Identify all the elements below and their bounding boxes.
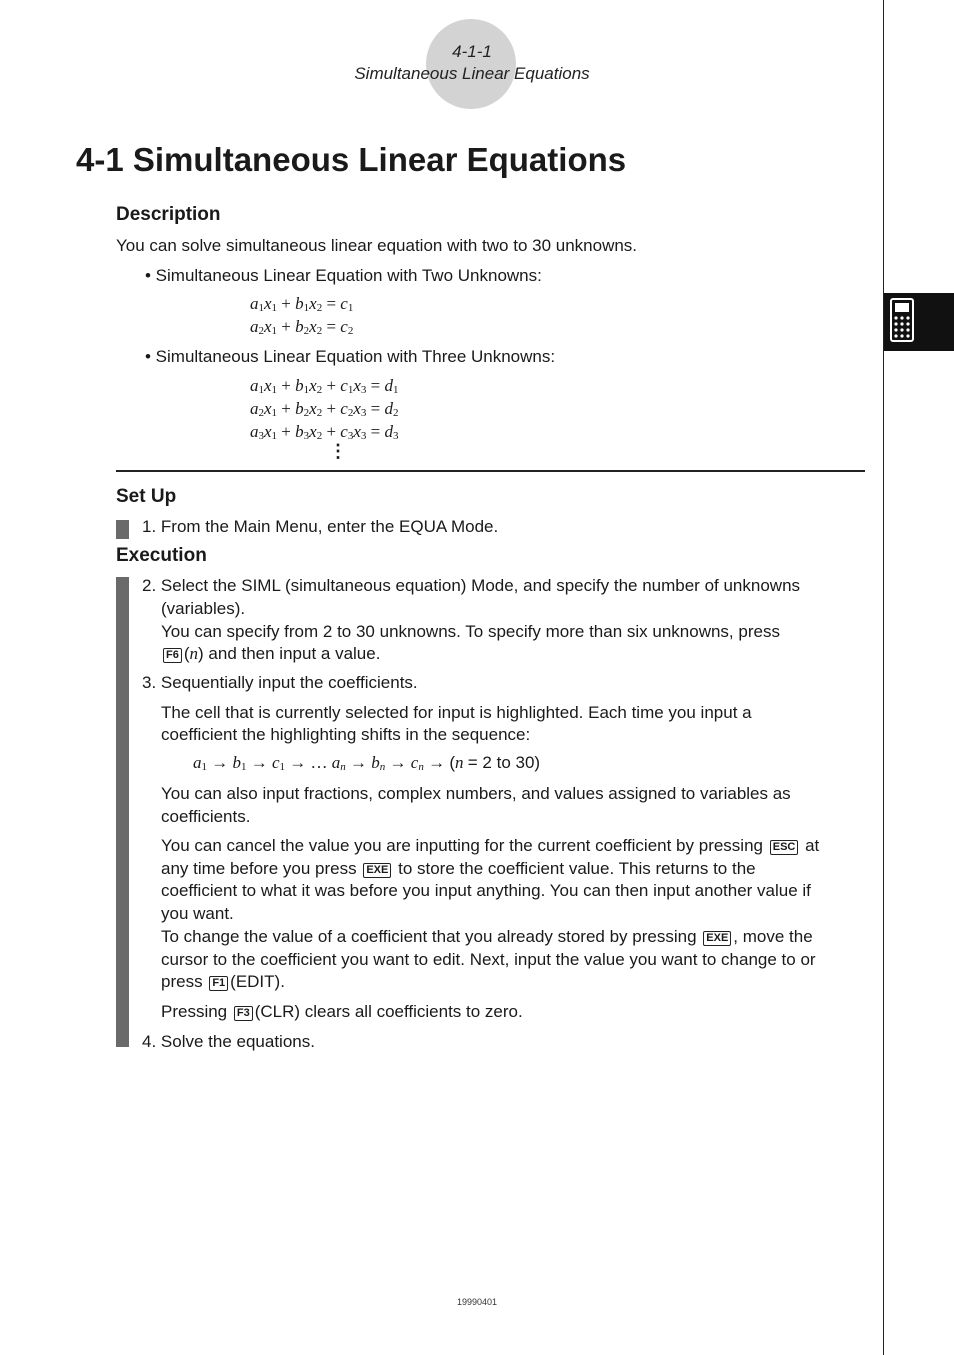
p5 — [161, 1000, 523, 1023]
p3-line-2a: any time before you press — [161, 859, 357, 878]
p4-line-1 — [161, 925, 813, 948]
step-2-line-4-tail: and then input a value. — [208, 644, 381, 663]
step-2-line-3: You can specify from 2 to 30 unknowns. To specify more than six unknowns, press — [161, 622, 780, 641]
running-title: Simultaneous Linear Equations — [354, 64, 590, 83]
p4-line-2: cursor to the coefficient you want to edit. Next, input the value you want to change to or — [161, 950, 816, 969]
p4-line-1b: , move the — [733, 927, 813, 946]
esc-key-icon: ESC — [770, 840, 799, 855]
equation-3-1: $a_1x_1 + b_1x_2 + c_1x_3 = d_1$ — [250, 376, 399, 396]
p1-line-1: The cell that is currently selected for input is highlighted. Each time you input a — [161, 703, 752, 722]
p3-line-4: you want. — [161, 904, 234, 923]
equation-3-3: $a_3x_1 + b_3x_2 + c_3x_3 = d_3$ — [250, 422, 399, 442]
p3-line-2 — [161, 857, 756, 880]
description-heading: Description — [116, 204, 221, 225]
f6-key-icon: F6 — [163, 648, 182, 663]
exe-key-icon: EXE — [363, 863, 391, 878]
step-4: 4. Solve the equations. — [142, 1032, 315, 1051]
p3-line-1 — [161, 834, 819, 857]
setup-step-1: 1. From the Main Menu, enter the EQUA Mode. — [142, 517, 499, 536]
p1-line-2: coefficient the highlighting shifts in the sequence: — [161, 725, 531, 744]
p3-line-3: coefficient to what it was before you input anything. You can then input another value if — [161, 881, 811, 900]
exe-key-icon: EXE — [703, 931, 731, 946]
p4-line-1a: To change the value of a coefficient that you already stored by pressing — [161, 927, 697, 946]
chapter-tab — [884, 293, 954, 351]
execution-heading: Execution — [116, 545, 207, 566]
p4-line-3 — [161, 970, 285, 993]
p5a: Pressing — [161, 1002, 228, 1021]
p3-line-1a: You can cancel the value you are inputting for the current coefficient by pressing — [161, 836, 763, 855]
p5b: (CLR) clears all coefficients to zero. — [254, 1002, 523, 1021]
bullet-two-unknowns: • Simultaneous Linear Equation with Two Unknowns: — [145, 266, 542, 285]
sequence-range: = 2 to 30) — [467, 753, 541, 772]
setup-heading: Set Up — [116, 486, 177, 507]
description-intro: You can solve simultaneous linear equation with two to 30 unknowns. — [116, 236, 638, 255]
page-title: 4-1 Simultaneous Linear Equations — [76, 141, 627, 178]
section-divider — [116, 470, 865, 472]
p3-line-1b: at — [805, 836, 820, 855]
p2-line-1: You can also input fractions, complex numbers, and values assigned to variables as — [161, 784, 791, 803]
step-2-line-2: (variables). — [161, 599, 246, 618]
right-margin-line — [883, 0, 884, 1355]
continuation-dots: ⋮ — [329, 441, 347, 461]
calculator-icon — [884, 293, 954, 351]
page-number: 4-1-1 — [452, 42, 492, 61]
execution-step-bar — [116, 577, 129, 1047]
footer-code: 19990401 — [456, 1297, 498, 1307]
f1-key-icon: F1 — [209, 976, 228, 991]
p3-line-2b: to store the coefficient value. This returns to the — [398, 859, 756, 878]
equation-2-2: $a_2x_1 + b_2x_2 = c_2$ — [250, 317, 354, 337]
coefficient-sequence: $a_1 \to b_1 \to c_1$ → … $a_n \to b_n \to c_n \to (n = 2$ to 30) — [193, 753, 541, 773]
p2-line-2: coefficients. — [161, 807, 251, 826]
equation-2-1: $a_1x_1 + b_1x_2 = c_1$ — [250, 294, 354, 314]
step-2-line-1: 2. Select the SIML (simultaneous equation) Mode, and specify the number of unknowns — [142, 576, 801, 595]
setup-step-bar — [116, 520, 129, 539]
p4-line-3a: press — [161, 972, 203, 991]
f3-key-icon: F3 — [234, 1006, 253, 1021]
step-2-line-4: F6 (n) and then input a value. — [161, 642, 380, 665]
equation-3-2: $a_2x_1 + b_2x_2 + c_2x_3 = d_2$ — [250, 399, 399, 419]
p4-line-3b: (EDIT). — [230, 972, 285, 991]
step-3: 3. Sequentially input the coefficients. — [142, 673, 418, 692]
bullet-three-unknowns: • Simultaneous Linear Equation with Three Unknowns: — [145, 347, 556, 366]
